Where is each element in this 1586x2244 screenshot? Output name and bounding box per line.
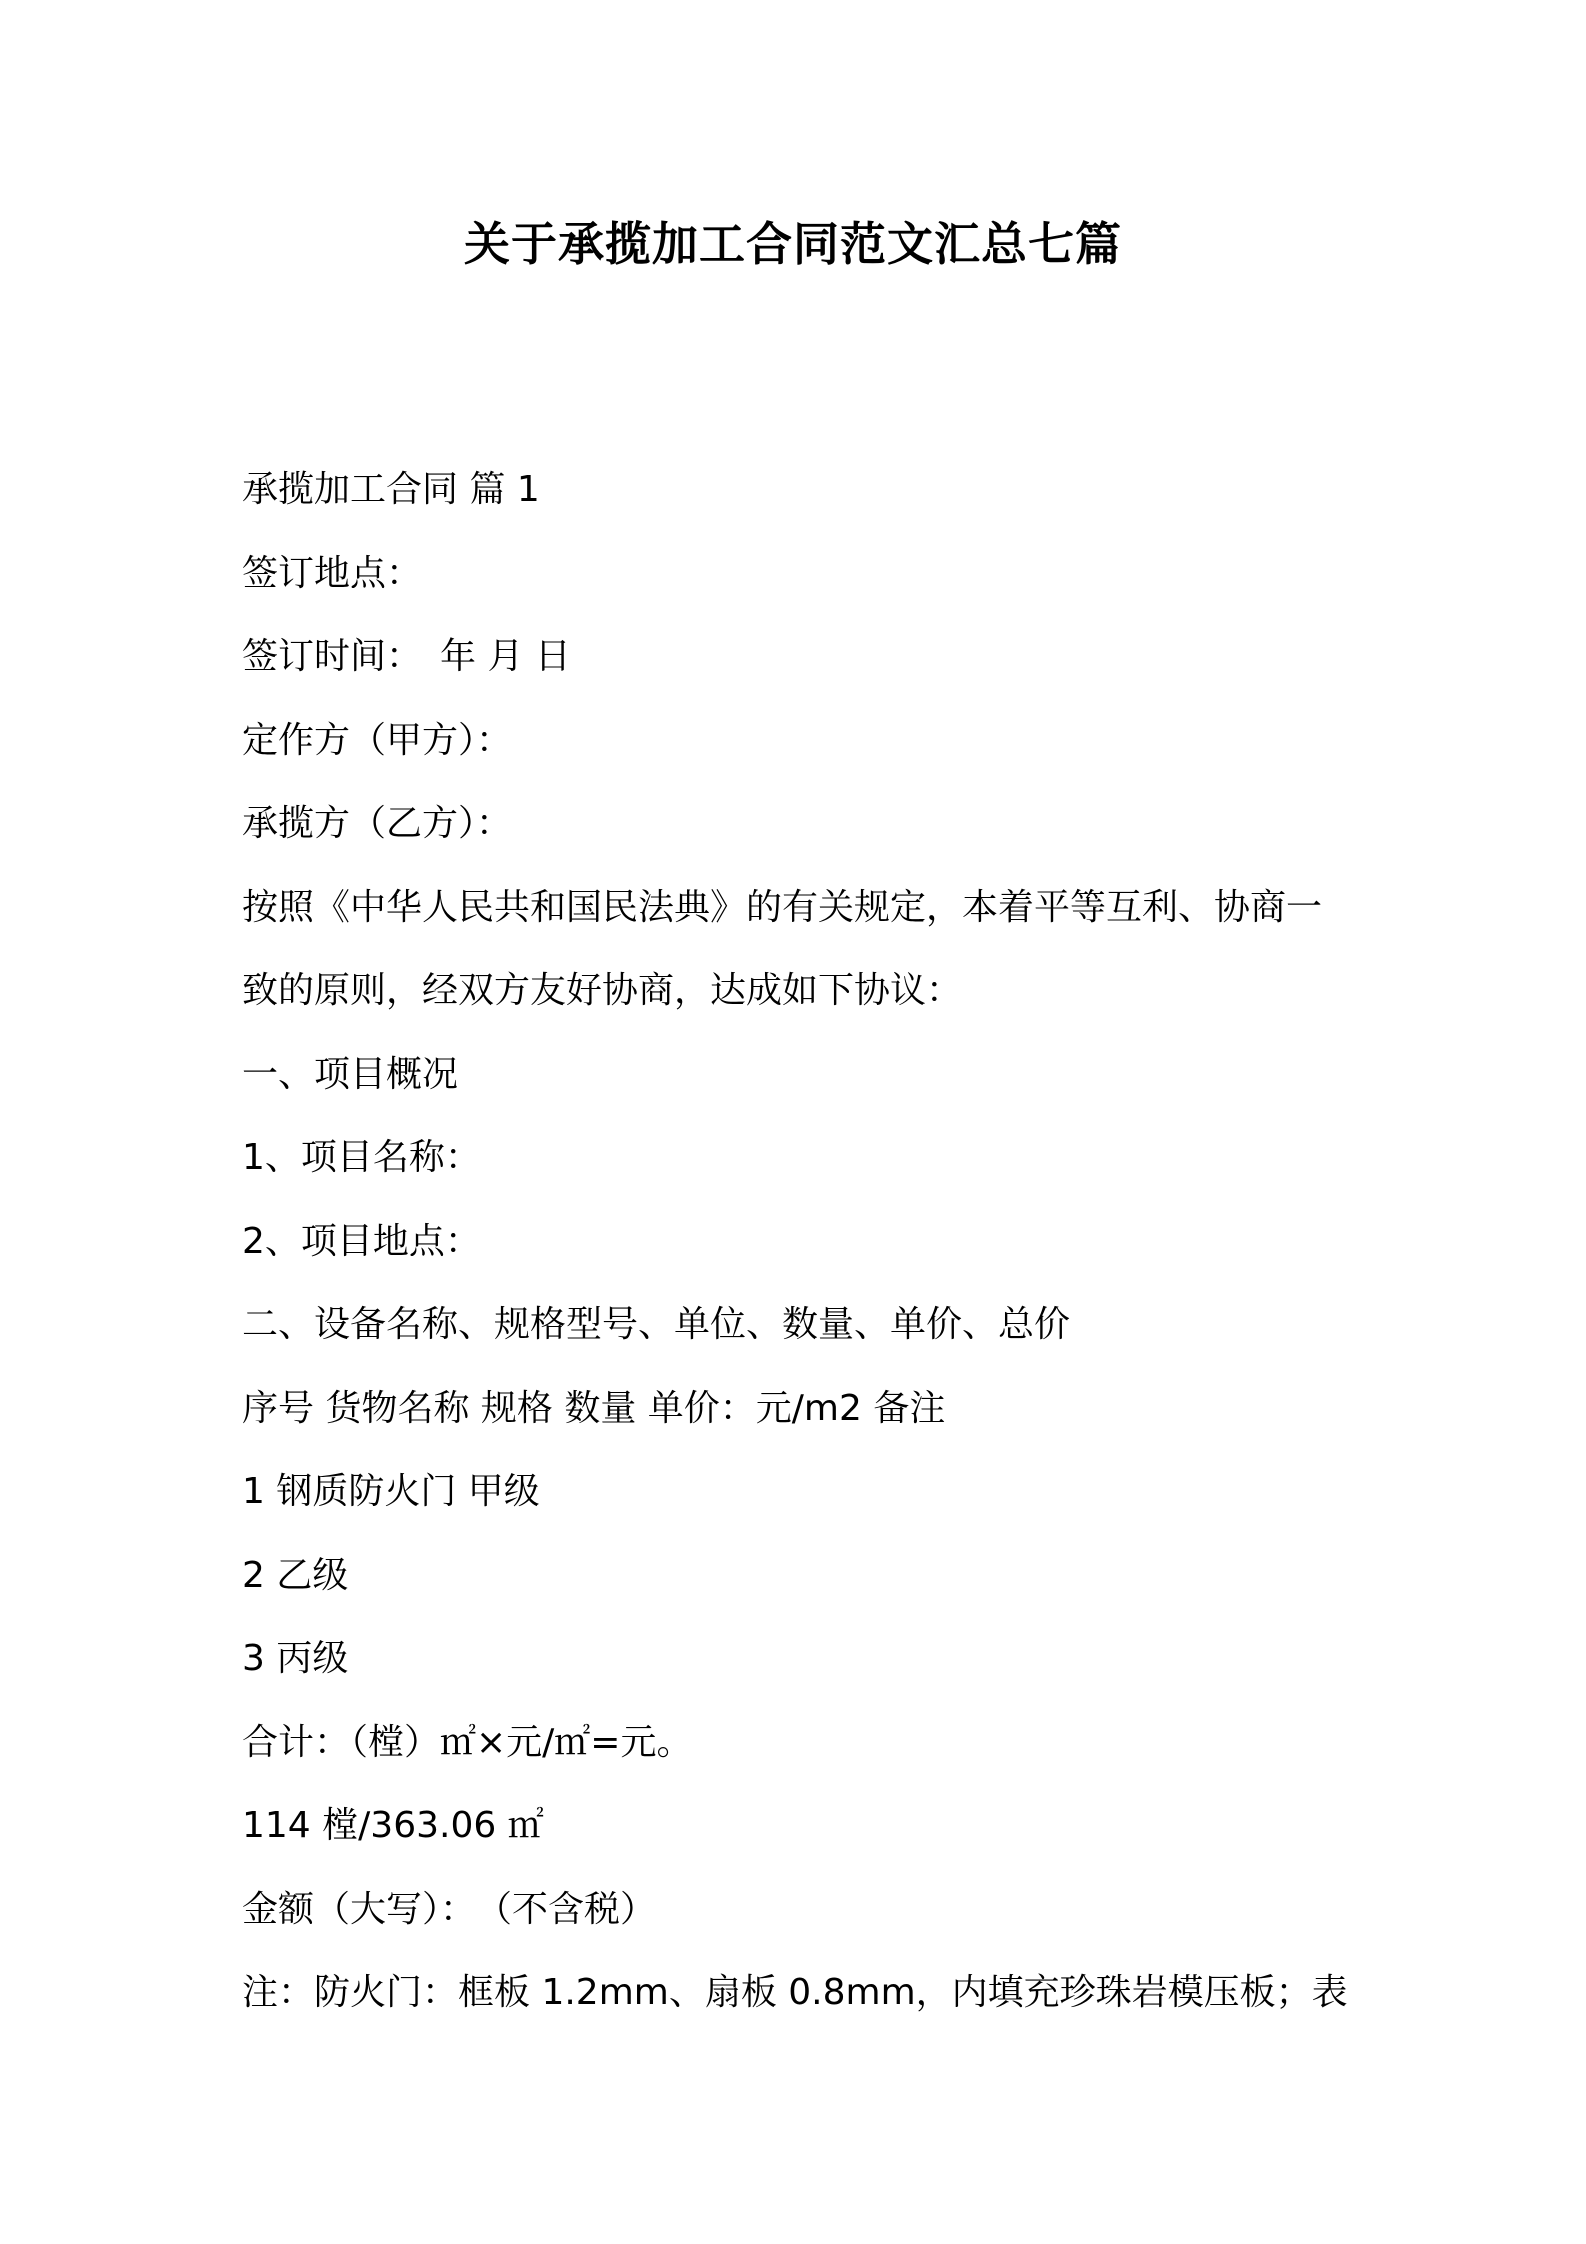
party-b: 承揽方（乙方）：: [242, 803, 513, 844]
project-location: 2、项目地点：: [242, 1220, 481, 1262]
total-formula: 合计：（樘）㎡×元/㎡=元。: [242, 1721, 693, 1763]
total-quantity: 114 樘/363.06 ㎡: [242, 1805, 544, 1846]
intro-paragraph-line-2: 致的原则，经双方友好协商，达成如下协议：: [242, 970, 963, 1011]
section-heading-project-overview: 一、项目概况: [242, 1053, 459, 1095]
equipment-table-header: 序号 货物名称 规格 数量 单价：元/m2 备注: [242, 1387, 946, 1429]
equipment-row-3: 3 丙级: [242, 1638, 349, 1679]
project-name: 1、项目名称：: [242, 1137, 481, 1178]
equipment-row-1: 1 钢质防火门 甲级: [242, 1471, 540, 1512]
equipment-row-2: 2 乙级: [242, 1554, 349, 1596]
intro-paragraph-line-1: 按照《中华人民共和国民法典》的有关规定，本着平等互利、协商一: [242, 886, 1323, 928]
amount-in-words: 金额（大写）： （不含税）: [242, 1888, 657, 1930]
signing-place: 签订地点：: [242, 552, 423, 594]
note-line: 注：防火门：框板 1.2mm、扇板 0.8mm，内填充珍珠岩模压板；表: [242, 1972, 1348, 2013]
party-a: 定作方（甲方）：: [242, 719, 513, 761]
section-heading-equipment: 二、设备名称、规格型号、单位、数量、单价、总价: [242, 1304, 1071, 1345]
document-title: 关于承揽加工合同范文汇总七篇: [464, 217, 1122, 271]
signing-time: 签订时间： 年 月 日: [242, 636, 571, 677]
section-heading-contract-1: 承揽加工合同 篇 1: [242, 469, 540, 510]
document-body: [242, 448, 1362, 2035]
